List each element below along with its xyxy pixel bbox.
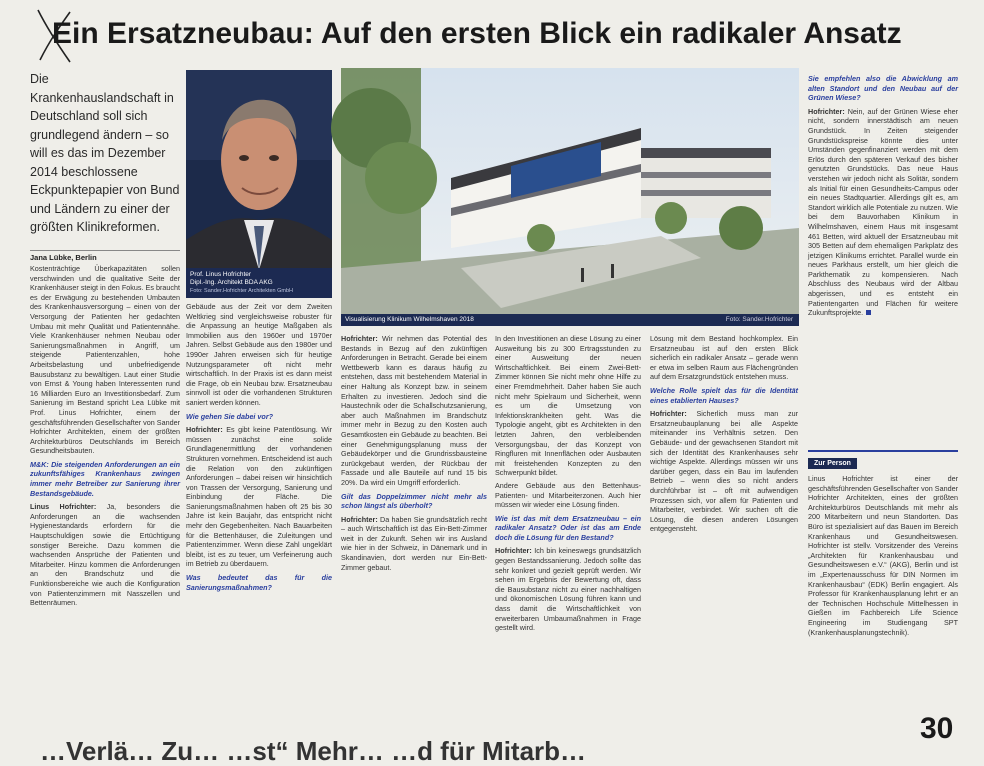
speaker-name: Hofrichter:: [650, 409, 687, 419]
article-lead: Die Krankenhauslandschaft in Deutschland soll sich grundlegend ändern – so will es das im Dezember 2014 beschlossene Eckpunktepapier von Bund und Ländern zu einer der größten Klinikreformen.: [30, 72, 180, 234]
interview-answer: [650, 409, 798, 534]
text-column-1: [30, 264, 180, 726]
speaker-name: Hofrichter:: [341, 334, 378, 343]
profile-box-text: Linus Hofrichter ist einer der geschäftsführenden Gesellschafter von Sander Hofrichter Architekten, eines der größten Architekturbüros Deutschlands mit mehr als 200 Mitarbeitern und neun Standorten. Das Büro ist spezialisiert auf das Bauen im Bereich Krankenhaus und Gesundheitswesen. Hofrichter ist stellv. Vorsitzender des Vereins „Architekten für Krankenhausbau und Gesundheitswesen e.V.“ (AKG), Berlin und ist im „Expertenausschuss für DIN Normen im Krankenhausbau“ (EDK) Berlin engagiert. Als Professor für Krankenhausplanung lehrt er an der Technischen Hochschule Mittelhessen in Gießen im Fachbereich Life Science Engineering im Studiengang SPT (Krankenhausplanungstechnik).: [808, 474, 958, 637]
interview-question: Welche Rolle spielt das für die Identität eines etablierten Hauses?: [650, 385, 798, 405]
article-headline: Ein Ersatzneubau: Auf den ersten Blick ein radikaler Ansatz: [52, 17, 902, 50]
text-column-3: [341, 334, 487, 726]
interview-question: Was bedeutet das für die Sanierungsmaßnahmen?: [186, 573, 332, 592]
interview-answer: [341, 515, 487, 573]
answer-text: Es gibt keine Patentlösung. Wir müssen zunächst eine solide Grundlagenermittlung der vorhandenen Strukturen vornehmen. Entscheidend ist auch die Relation von den zukünftigen Anforderungen – dabei reisen wir hinsichtlich von Trassen der Versorgung, Sanierung und Einbindung der Fläche. Die Sanierungsmaßnahmen haben oft 25 bis 30 Jahre ist kein Baujahr, das entspricht nicht mehr den Gegebenheiten. Nach Bauarbeiten für die Bettenhäuser, die Zuleitungen und Patientenzimmer. Wenn diese Zahl ungeklärt bleibt, ist es zu teuer, um Verfeinerung auch im Betrieb zu überdauern.: [186, 425, 332, 569]
interview-question: M&K: Die steigenden Anforderungen an ein zukunftsfähiges Krankenhaus zwingen immer mehr Betreiber zur Sanierung ihrer Bestandsgebäude.: [30, 459, 180, 498]
hospital-illustration: [341, 68, 799, 326]
answer-text: Da haben Sie grundsätzlich recht – auch Wirtschaftlich ist das Ein-Bett-Zimmer weit in der Zukunft. Sehen wir ins Ausland wie hier in der Schweiz, in Dänemark und in Skandinavien, dort werden nur Ein-Bett-Zimmer gebaut.: [341, 514, 487, 572]
profile-box-label: Zur Person: [808, 458, 857, 469]
article-end-mark: [866, 310, 871, 315]
rendering-credit: Foto: Sander.Hofrichter: [725, 316, 793, 323]
text-column-6: [808, 70, 958, 440]
answer-text: Nein, auf der Grünen Wiese eher nicht, sondern innerstädtisch am neuen Grundstück. In Zeiten steigender Grundstückspreise könnte dies unter Umständen gegenfinanziert werden mit dem Erlös durch den späteren Verkauf des bisher genutzten Grundstücks. Das neue Haus verstehen wir jedoch nicht als Solitär, sondern als Initial für einen Gesundheits-Campus oder ein neues Stadtquartier. Allerdings gilt es, am Standort wirklich alle Potentiale zu nutzen. Wie bei dem Bauvorhaben Klinikum in Wilhelmshaven, einem Haus mit insgesamt 461 Betten, wird aktuell der Ersatzneubau mit 305 Betten auf dem ehemaligen Parkplatz des jetzigen Klinikums errichtet. Parallel wurde ein neues Parkhaus erstellt, um hier gleich die Parkthematik zu kompensieren. Nach Abschluss des Neubaus wird der Altbau abgerissen, und es entsteht ein Patientengarten und Flächen für weitere Zukunftsprojekte.: [808, 106, 958, 318]
page-number: 30: [920, 712, 954, 745]
hospital-rendering-image: [341, 68, 799, 326]
interview-answer: [186, 425, 332, 569]
interview-answer: [808, 107, 958, 318]
speaker-name: Hofrichter:: [495, 546, 532, 556]
answer-text: Ja, besonders die Anforderungen an die wachsenden Hygienestandards erfordern für die Hauptschuldigen sowie die Ertüchtigung sonstiger Bereiche. Dazu kommen die wachsenden Ansprüche der Patienten und Mitarbeiter. Hinzu kommen die Anforderungen an den Brandschutz und die Funktionsbereiche wie auch die Konfiguration von Patientenzimmern mit Nasszellen und Bettenräumen.: [30, 502, 181, 608]
portrait-photo: [186, 70, 332, 298]
portrait-credit: Foto: Sander.Hofrichter Architekten GmbH: [190, 288, 294, 294]
portrait-illustration: [186, 70, 332, 298]
paragraph: Gebäude aus der Zeit vor dem Zweiten Weltkrieg sind vergleichsweise robuster für die Anpassung an heutige Maßgaben als Immobilien aus den 1960er und 1970er Jahren. Selbst Gebäude aus den 1980er und 1990er Jahren erweisen sich für heutige Nutzungsparameter oft nicht mehr wirtschaftlich. In der Praxis ist es dann meist die Frage, ob ein Neubau bzw. Ersatzneubau sinnvoll ist oder die vorhandenen Strukturen saniert werden können.: [186, 302, 332, 407]
portrait-name: Prof. Linus Hofrichter: [190, 271, 252, 278]
speaker-name: Hofrichter:: [341, 514, 378, 524]
article-author: Jana Lübke, Berlin: [30, 250, 180, 262]
answer-text: Sicherlich muss man zur Ersatzneubauplanung bei alle Aspekte miteinander ins Verhältnis setzen. Den Gebäude- und der gewachsenen Standort mit sich der Identität des Krankenhauses sehr wichtige Aspekte. Allerdings müssen wir uns darüber gegen, dass ein Bau im laufenden Betrieb – wenn dies so nicht anders durchführbar ist – oft mit aufwendigen Prozessen sich, vor allem für Patienten und Mitarbeiter, verbindet. Wir suchen oft die Lösung, die diesen anderen Lösungen entgegensteht.: [650, 409, 799, 534]
rendering-caption-text: Visualisierung Klinikum Wilhelmshaven 2018: [345, 316, 474, 323]
portrait-caption: [186, 268, 332, 298]
paragraph: Andere Gebäude aus den Bettenhaus-Patienten- und Mitarbeiterzonen. Auch hier müssen wir wieder eine Lösung finden.: [495, 480, 641, 510]
interview-answer: [30, 502, 180, 608]
paragraph: Kostenträchtige Überkapazitäten sollen verschwinden und die qualitative Seite der Krankenhäuser steigt in den Fokus. Es braucht es der Erwägung zu bestehenden Umbauten des Krankenhausversorgung – einen von der Versorgung der Patienten her gedachten Umbau mit mehr Qualität und Patientennähe. Viele Krankenhäuser nehmen Neubau oder Sanierungsmaßnahmen in Angriff, um steigende Patientenzahlen, hohe Arbeitsbelastung und unbefriedigende Bausubstanz zu bewältigen. Laut einer Studie von Ernst & Young haben Interessenten rund 16 Milliarden Euro an Investitionsbedarf. Zum Sanierung im Bestand spricht Lea Lübke mit Prof. Linus Hofrichter, einem der geschäftsführenden Gesellschafter von Sander Hofrichter Architekten, einem der größten Architekturbüros Deutschlands im Bereich Gesundheitsbauten.: [30, 264, 180, 456]
speaker-name: Linus Hofrichter:: [30, 502, 97, 512]
interview-answer: [495, 546, 641, 632]
interview-question: Sie empfehlen also die Abwicklung am alten Standort und den Neubau auf der Grünen Wiese?: [808, 74, 958, 103]
text-column-4: [495, 334, 641, 726]
interview-question: Gilt das Doppelzimmer nicht mehr als schon längst als überholt?: [341, 491, 487, 511]
interview-answer: [341, 334, 487, 488]
answer-text: Wir nehmen das Potential des Bestands in Bezug auf den zukünftigen Anforderungen in Betracht. Gerade bei einem Wettbewerb kann es daraus häufig zu entstehen, dass mit bestehendem Material in einer Haltung als Konzept bzw. in seinem Erhalten zu investieren. Jedoch sind die Haustechnik oder die Schallschutzsanierung, aber auch Maßnahmen im Brandschutz immer mehr in Bezug zu den Kosten auch Gesamtkosten ein Gebäude zu beachten. Bei einer Genehmigungsplanung muss der Gebäudekörper und die Grundrissbausteine zurückgebaut werden, der Rückbau der Fassade und alle Bauteile auf rund 15 bis 20%. Da wird ein Umgriff erforderlich.: [341, 334, 488, 487]
speaker-name: Hofrichter:: [186, 425, 223, 435]
text-column-2: [186, 302, 332, 726]
portrait-title: Dipl.-Ing. Architekt BDA AKG: [190, 279, 273, 286]
profile-box: [808, 450, 958, 722]
paragraph: Lösung mit dem Bestand hochkomplex. Ein Ersatzneubau ist auf den ersten Blick sicherlich ein radikaler Ansatz – gerade wenn er etwa im selben Raum aus Flächengründen auf dem Ersatzgrundstück entstehen muss.: [650, 334, 798, 382]
answer-text: Ich bin keineswegs grundsätzlich gegen Bestandssanierung. Jedoch sollte das sehr konkret und gezielt geprüft werden. Wir sehen im Ergebnis der Bewertung oft, dass die Bausubstanz nicht zu einer nachhaltigen und ökonomischen Lösung führen kann und dass damit die Wirtschaftlichkeit von erweiterbaren Umbaumaßnahmen in Frage gestellt wird.: [495, 546, 642, 633]
interview-question: Wie ist das mit dem Ersatzneubau – ein radikaler Ansatz? Oder ist das am Ende doch die Lösung für den Bestand?: [495, 513, 641, 542]
speaker-name: Hofrichter:: [808, 106, 845, 116]
interview-question: Wie gehen Sie dabei vor?: [186, 411, 274, 421]
paragraph: In den Investitionen an diese Lösung zu einer Ausweitung bis zu 300 Ertragsstunden zu einer Ausweitung der neuen Wirtschaftlichkeit. Bei einem Zwei-Bett-Zimmer können Sie nicht mehr ohne Hilfe zu einer Fremdmehrheit. Daher haben Sie auch nicht mehr Spielraum und Sicherheit, wenn es um die Umsetzung von Infektionskrankheiten geht. Was die Typologie angeht, gibt es Architekten in den letzten Jahren, den verbleibenden Versorgungsbau, der das Konzept von Ringfluren mit Innenflächen oder Ausbauten mit freistehenden Konzepten zu den Schwerpunkt bildet.: [495, 334, 641, 478]
next-article-headline-fragment: …Verlä… Zu… …st“ Mehr… …d für Mitarb…: [40, 736, 587, 766]
rendering-caption: [341, 314, 799, 326]
text-column-5: [650, 334, 798, 726]
